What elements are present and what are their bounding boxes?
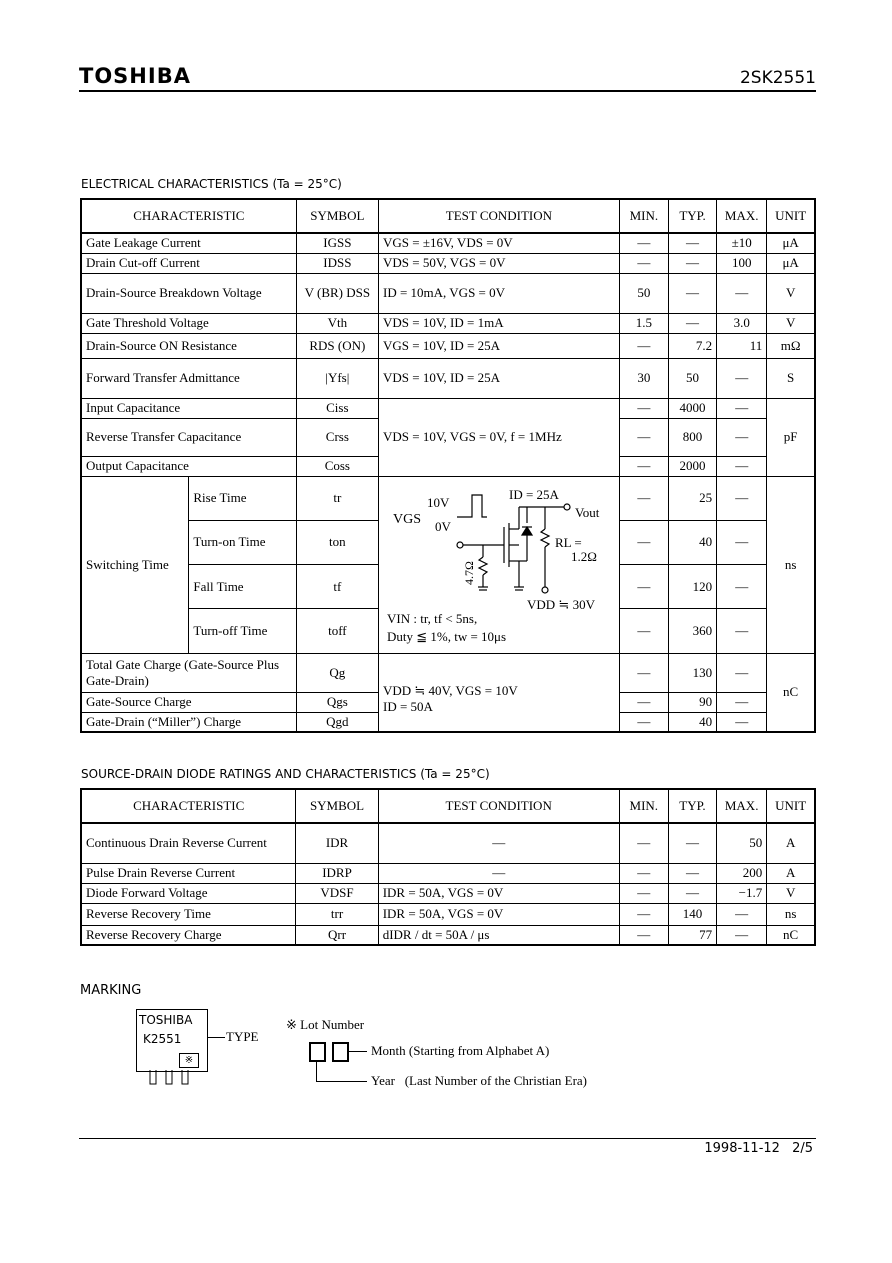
circuit-rl-value: 1.2Ω: [570, 548, 597, 564]
package-outline: [136, 1009, 208, 1072]
cell-characteristic: Rise Time: [189, 476, 296, 520]
cell-characteristic: Drain Cut-off Current: [81, 253, 296, 273]
col-unit: UNIT: [767, 199, 815, 233]
table-row: [81, 653, 815, 692]
circuit-cond-line1: VIN : tr, tf < 5ns,: [386, 610, 478, 626]
table-row: [81, 253, 815, 273]
cell-typ: —: [668, 823, 716, 863]
cell-characteristic: Forward Transfer Admittance: [81, 358, 296, 398]
package-brand: TOSHIBA: [139, 1013, 193, 1027]
cell-typ: —: [668, 253, 716, 273]
cell-min: 50: [619, 273, 668, 313]
cell-characteristic: Continuous Drain Reverse Current: [81, 823, 296, 863]
lot-symbol: ※: [184, 1055, 194, 1066]
circuit-vgs-label: VGS: [392, 511, 421, 527]
cell-characteristic: Gate Leakage Current: [81, 233, 296, 253]
cell-characteristic: Drain-Source ON Resistance: [81, 333, 296, 358]
table-row: [81, 358, 815, 398]
cell-unit: A: [767, 863, 815, 883]
cell-condition: VDS = 10V, VGS = 0V, f = 1MHz: [378, 398, 619, 476]
table-row: [81, 398, 815, 418]
cell-min: —: [619, 903, 668, 925]
cell-typ: 130: [668, 653, 716, 692]
cell-max: 3.0: [717, 313, 767, 333]
cell-min: —: [619, 823, 668, 863]
cell-symbol: Crss: [296, 418, 378, 456]
cell-min: —: [619, 333, 668, 358]
cell-min: —: [619, 925, 668, 945]
cell-characteristic: Drain-Source Breakdown Voltage: [81, 273, 296, 313]
cell-typ: 90: [668, 692, 716, 712]
cell-symbol: Vth: [296, 313, 378, 333]
cell-min: —: [619, 653, 668, 692]
circuit-id-label: ID = 25A: [508, 486, 559, 502]
diode-table: [80, 788, 816, 946]
header-rule: [79, 90, 816, 92]
circuit-vout-label: Vout: [574, 504, 600, 520]
electrical-title: ELECTRICAL CHARACTERISTICS (Ta = 25°C): [81, 177, 342, 191]
cell-unit: A: [767, 823, 815, 863]
cell-min: —: [619, 609, 668, 653]
year-leader-v: [316, 1062, 317, 1082]
cell-symbol: Qg: [296, 653, 378, 692]
cell-symbol: IDRP: [296, 863, 378, 883]
cell-typ: 4000: [668, 398, 716, 418]
cell-min: —: [619, 565, 668, 609]
cell-max: 200: [717, 863, 767, 883]
table-row: [81, 823, 815, 863]
table-row: [81, 313, 815, 333]
cell-max: —: [717, 273, 767, 313]
cell-typ: —: [668, 233, 716, 253]
cell-typ: —: [668, 863, 716, 883]
gate-charge-cond-line2: ID = 50A: [382, 699, 433, 715]
cell-max: 11: [717, 333, 767, 358]
col-test-condition: TEST CONDITION: [378, 199, 619, 233]
table-row: [81, 863, 815, 883]
table-row: [81, 883, 815, 903]
cell-typ: 40: [668, 712, 716, 732]
cell-typ: —: [668, 273, 716, 313]
cell-condition: IDR = 50A, VGS = 0V: [378, 883, 619, 903]
cell-typ: 7.2: [668, 333, 716, 358]
cell-characteristic: Total Gate Charge (Gate-Source Plus Gate-Drain): [81, 653, 296, 692]
year-label: Year (Last Number of the Christian Era): [371, 1073, 588, 1088]
cell-unit: μA: [767, 253, 815, 273]
month-leader: [349, 1051, 367, 1052]
cell-characteristic: Turn-off Time: [189, 609, 296, 653]
cell-unit: pF: [767, 398, 815, 476]
cell-unit: ns: [767, 903, 815, 925]
col-symbol: SYMBOL: [296, 789, 378, 823]
cell-typ: 50: [668, 358, 716, 398]
table-row: [81, 333, 815, 358]
type-leader-line: [207, 1037, 225, 1038]
cell-typ: —: [668, 883, 716, 903]
cell-max: —: [717, 903, 767, 925]
cell-min: —: [619, 418, 668, 456]
cell-min: —: [619, 456, 668, 476]
cell-min: —: [619, 883, 668, 903]
cell-typ: 40: [668, 520, 716, 564]
cell-typ: 2000: [668, 456, 716, 476]
cell-characteristic: Gate-Drain (“Miller”) Charge: [81, 712, 296, 732]
cell-min: —: [619, 253, 668, 273]
cell-symbol: |Yfs|: [296, 358, 378, 398]
footer-page: 2/5: [792, 1141, 813, 1156]
cell-symbol: trr: [296, 903, 378, 925]
cell-typ: 25: [668, 476, 716, 520]
cell-unit: μA: [767, 233, 815, 253]
cell-characteristic: Reverse Recovery Charge: [81, 925, 296, 945]
cell-condition: IDR = 50A, VGS = 0V: [378, 903, 619, 925]
cell-symbol: Ciss: [296, 398, 378, 418]
cell-symbol: Qgs: [296, 692, 378, 712]
cell-max: —: [717, 609, 767, 653]
cell-characteristic: Reverse Recovery Time: [81, 903, 296, 925]
year-leader-h: [316, 1081, 367, 1082]
cell-typ: 800: [668, 418, 716, 456]
cell-typ: 140: [668, 903, 716, 925]
cell-condition: VDS = 10V, ID = 1mA: [378, 313, 619, 333]
cell-condition: VDS = 10V, ID = 25A: [378, 358, 619, 398]
table-header-row: [81, 789, 815, 823]
table-row: [81, 903, 815, 925]
cell-symbol: V (BR) DSS: [296, 273, 378, 313]
cell-typ: 77: [668, 925, 716, 945]
lot-box-month: [332, 1042, 349, 1062]
cell-unit: mΩ: [767, 333, 815, 358]
cell-min: 1.5: [619, 313, 668, 333]
cell-typ: 360: [668, 609, 716, 653]
col-typ: TYP.: [668, 789, 716, 823]
cell-characteristic: Pulse Drain Reverse Current: [81, 863, 296, 883]
circuit-vdd-label: VDD ≒ 30V: [526, 596, 595, 612]
cell-symbol: ton: [296, 520, 378, 564]
cell-min: —: [619, 233, 668, 253]
cell-condition: —: [378, 863, 619, 883]
cell-symbol: IDR: [296, 823, 378, 863]
col-min: MIN.: [619, 789, 668, 823]
cell-symbol: Coss: [296, 456, 378, 476]
cell-max: —: [717, 653, 767, 692]
cell-unit: ns: [767, 476, 815, 653]
cell-condition: ID = 10mA, VGS = 0V: [378, 273, 619, 313]
cell-min: —: [619, 520, 668, 564]
cell-typ: —: [668, 313, 716, 333]
type-label: TYPE: [226, 1029, 259, 1044]
cell-symbol: tf: [296, 565, 378, 609]
cell-condition: [378, 653, 619, 732]
cell-characteristic: Diode Forward Voltage: [81, 883, 296, 903]
cell-max: —: [717, 925, 767, 945]
col-min: MIN.: [619, 199, 668, 233]
cell-min: —: [619, 476, 668, 520]
switching-test-circuit: [379, 477, 617, 653]
circuit-v0-label: 0V: [434, 518, 451, 534]
cell-max: 100: [717, 253, 767, 273]
cell-characteristic: Gate-Source Charge: [81, 692, 296, 712]
cell-characteristic: Output Capacitance: [81, 456, 296, 476]
col-typ: TYP.: [668, 199, 716, 233]
cell-symbol: toff: [296, 609, 378, 653]
cell-min: —: [619, 398, 668, 418]
cell-unit: nC: [767, 925, 815, 945]
electrical-table: [80, 198, 816, 733]
cell-condition: VGS = 10V, ID = 25A: [378, 333, 619, 358]
cell-characteristic: Reverse Transfer Capacitance: [81, 418, 296, 456]
cell-unit: V: [767, 883, 815, 903]
cell-max: —: [717, 692, 767, 712]
table-row: [81, 476, 815, 520]
cell-min: —: [619, 863, 668, 883]
cell-max: —: [717, 565, 767, 609]
table-row: [81, 273, 815, 313]
gate-charge-cond-line1: VDD ≒ 40V, VGS = 10V: [382, 683, 518, 699]
cell-symbol: IDSS: [296, 253, 378, 273]
cell-min: 30: [619, 358, 668, 398]
col-max: MAX.: [717, 789, 767, 823]
cell-characteristic: Fall Time: [189, 565, 296, 609]
cell-max: —: [717, 398, 767, 418]
package-part: K2551: [143, 1032, 182, 1046]
table-row: [81, 925, 815, 945]
col-max: MAX.: [717, 199, 767, 233]
cell-max: —: [717, 476, 767, 520]
cell-max: —: [717, 358, 767, 398]
cell-unit: V: [767, 313, 815, 333]
col-characteristic: CHARACTERISTIC: [81, 199, 296, 233]
cell-symbol: Qgd: [296, 712, 378, 732]
cell-symbol: tr: [296, 476, 378, 520]
switching-circuit-cell: [378, 476, 619, 653]
col-test-condition: TEST CONDITION: [378, 789, 619, 823]
cell-unit: V: [767, 273, 815, 313]
switching-label: Switching Time: [81, 476, 189, 653]
brand-logo: TOSHIBA: [79, 64, 191, 88]
circuit-cond-line2: Duty ≦ 1%, tw = 10μs: [386, 628, 507, 644]
cell-condition: VDS = 50V, VGS = 0V: [378, 253, 619, 273]
circuit-v10-label: 10V: [426, 494, 450, 510]
footer-date: 1998-11-12: [704, 1141, 780, 1156]
cell-max: —: [717, 712, 767, 732]
cell-unit: nC: [767, 653, 815, 732]
part-number: 2SK2551: [739, 68, 816, 88]
package-leads: [146, 1070, 196, 1090]
cell-max: −1.7: [717, 883, 767, 903]
col-unit: UNIT: [767, 789, 815, 823]
cell-condition: VGS = ±16V, VDS = 0V: [378, 233, 619, 253]
lot-number-label: ※ Lot Number: [286, 1017, 365, 1032]
cell-max: ±10: [717, 233, 767, 253]
lot-box-year: [309, 1042, 326, 1062]
lot-symbol-box: [179, 1053, 199, 1068]
cell-max: 50: [717, 823, 767, 863]
footer: [704, 1141, 813, 1156]
cell-characteristic: Gate Threshold Voltage: [81, 313, 296, 333]
cell-condition: dIDR / dt = 50A / μs: [378, 925, 619, 945]
cell-characteristic: Turn-on Time: [189, 520, 296, 564]
circuit-rl-label: RL =: [554, 534, 582, 550]
circuit-rg-label: 4.7Ω: [461, 560, 476, 585]
cell-condition: —: [378, 823, 619, 863]
cell-min: —: [619, 712, 668, 732]
cell-symbol: RDS (ON): [296, 333, 378, 358]
cell-symbol: VDSF: [296, 883, 378, 903]
month-label: Month (Starting from Alphabet A): [371, 1043, 550, 1058]
cell-min: —: [619, 692, 668, 712]
cell-max: —: [717, 520, 767, 564]
cell-max: —: [717, 456, 767, 476]
diode-title: SOURCE-DRAIN DIODE RATINGS AND CHARACTERISTICS (Ta = 25°C): [81, 767, 490, 781]
table-header-row: [81, 199, 815, 233]
cell-max: —: [717, 418, 767, 456]
cell-typ: 120: [668, 565, 716, 609]
marking-title: MARKING: [80, 983, 142, 998]
cell-unit: S: [767, 358, 815, 398]
cell-symbol: Qrr: [296, 925, 378, 945]
cell-characteristic: Input Capacitance: [81, 398, 296, 418]
col-characteristic: CHARACTERISTIC: [81, 789, 296, 823]
footer-rule: [79, 1138, 816, 1139]
col-symbol: SYMBOL: [296, 199, 378, 233]
table-row: [81, 233, 815, 253]
cell-symbol: IGSS: [296, 233, 378, 253]
